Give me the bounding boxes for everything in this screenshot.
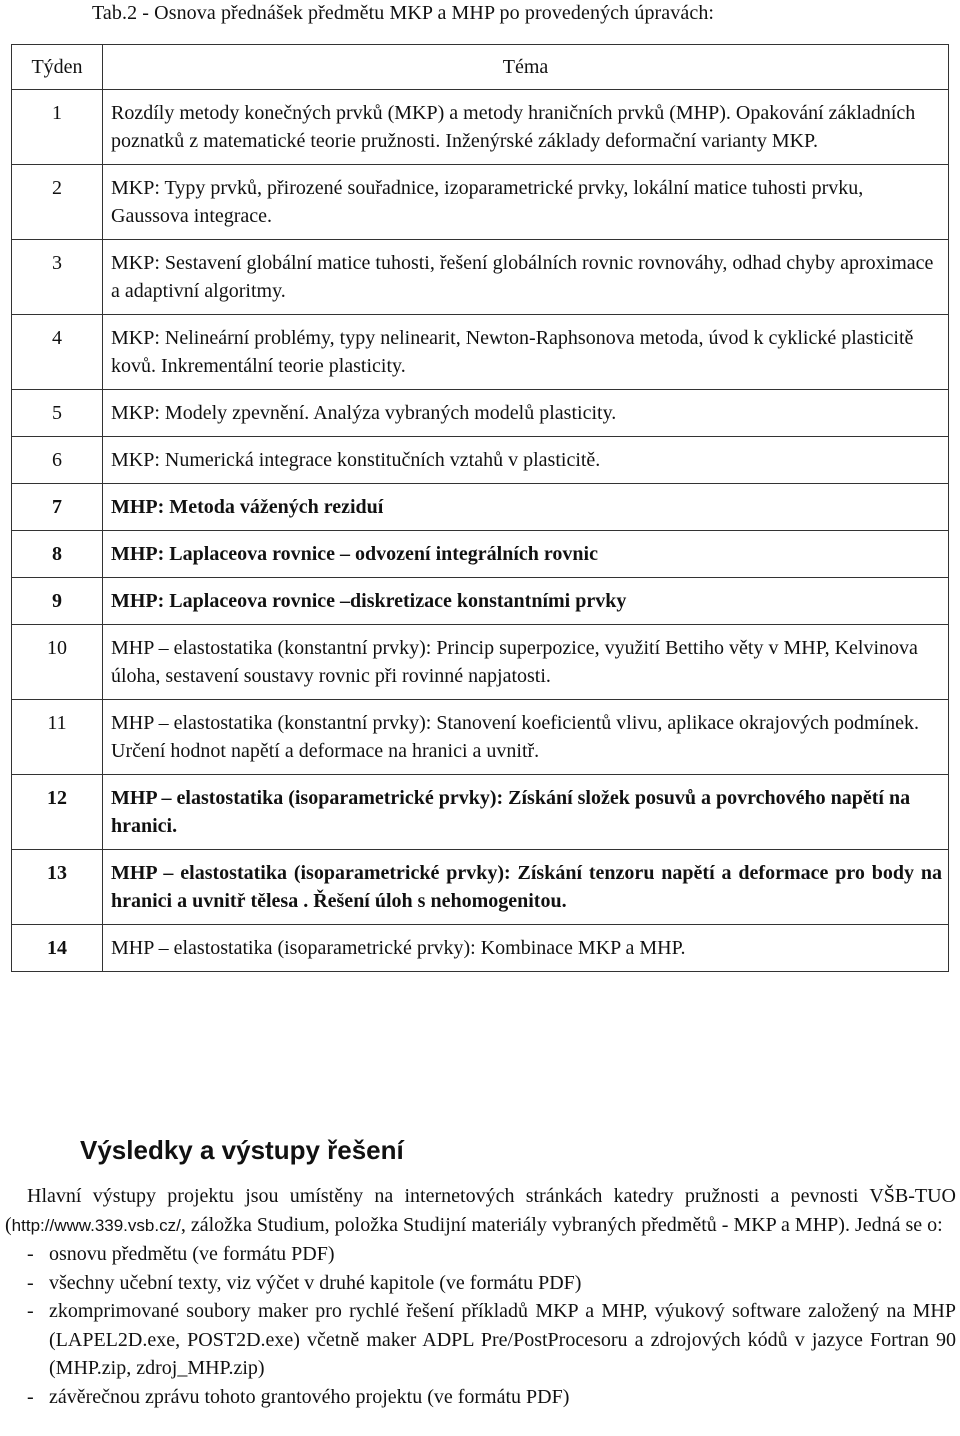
- week-number: 8: [12, 531, 103, 578]
- table-header-row: [12, 45, 949, 90]
- week-number: 14: [12, 925, 103, 972]
- table-row: [12, 90, 949, 165]
- table-row: [12, 390, 949, 437]
- section-title: Výsledky a výstupy řešení: [80, 1135, 404, 1165]
- list-item-text: zkomprimované soubory maker pro rychlé řešení příkladů MKP a MHP, výukový software založený na MHP (LAPEL2D.exe, POST2D.exe) včetně maker ADPL Pre/PostProcesoru a zdrojových kódů v jazyce Fortran 90 (MHP.zip, zdroj_MHP.zip): [49, 1300, 956, 1379]
- list-item: - všechny učební texty, viz výčet v druhé kapitole (ve formátu PDF): [27, 1271, 582, 1294]
- table-row: [12, 775, 949, 850]
- list-item-text: osnovu předmětu (ve formátu PDF): [49, 1243, 335, 1265]
- list-item-text: závěrečnou zprávu tohoto grantového projektu (ve formátu PDF): [49, 1385, 570, 1408]
- intro-text-continued: , záložka Studium, položka Studijní materiály vybraných předmětů - MKP a MHP). Jedná se o:: [180, 1213, 943, 1236]
- table-row: [12, 700, 949, 775]
- week-number: 13: [12, 850, 103, 925]
- results-section: [5, 1182, 956, 1411]
- week-topic: MHP: Metoda vážených reziduí: [103, 484, 949, 531]
- table-row: [12, 578, 949, 625]
- week-topic: MHP – elastostatika (isoparametrické prvky): Kombinace MKP a MHP.: [103, 925, 949, 972]
- intro-paragraph: [5, 1182, 956, 1240]
- week-topic: MKP: Nelineární problémy, typy nelinearit, Newton-Raphsonova metoda, úvod k cyklické plasticitě kovů. Inkrementální teorie plasticity.: [103, 315, 949, 390]
- week-number: 9: [12, 578, 103, 625]
- week-number: 3: [12, 240, 103, 315]
- week-topic: MKP: Typy prvků, přirozené souřadnice, izoparametrické prvky, lokální matice tuhosti prvku, Gaussova integrace.: [103, 165, 949, 240]
- table-row: [12, 625, 949, 700]
- week-number: 12: [12, 775, 103, 850]
- list-item: - osnovu předmětu (ve formátu PDF): [27, 1243, 335, 1265]
- list-item: - závěrečnou zprávu tohoto grantového projektu (ve formátu PDF): [27, 1385, 570, 1408]
- week-number: 6: [12, 437, 103, 484]
- week-number: 10: [12, 625, 103, 700]
- table-caption: Tab.2 - Osnova přednášek předmětu MKP a MHP po provedených úpravách:: [92, 2, 715, 24]
- table-row: [12, 484, 949, 531]
- week-topic: Rozdíly metody konečných prvků (MKP) a metody hraničních prvků (MHP). Opakování základních poznatků z matematické teorie pružnosti. Inženýrské základy deformační varianty MKP.: [103, 90, 949, 165]
- week-topic: MKP: Modely zpevnění. Analýza vybraných modelů plasticity.: [103, 390, 949, 437]
- table-row: [12, 850, 949, 925]
- table-row: [12, 315, 949, 390]
- week-topic: MKP: Sestavení globální matice tuhosti, řešení globálních rovnic rovnováhy, odhad chyby aproximace a adaptivní algoritmy.: [103, 240, 949, 315]
- table-row: [12, 531, 949, 578]
- outputs-list: [5, 1240, 956, 1411]
- week-number: 11: [12, 700, 103, 775]
- week-number: 2: [12, 165, 103, 240]
- week-topic: MHP – elastostatika (konstantní prvky): Stanovení koeficientů vlivu, aplikace okrajových podmínek. Určení hodnot napětí a deformace na hranici a uvnitř.: [103, 700, 949, 775]
- list-item-text: všechny učební texty, viz výčet v druhé kapitole (ve formátu PDF): [49, 1271, 582, 1294]
- list-item: - zkomprimované soubory maker pro rychlé řešení příkladů MKP a MHP, výukový software založený na MHP (LAPEL2D.exe, POST2D.exe) včetně maker ADPL Pre/PostProcesoru a zdrojových kódů v jazyce Fortran 90 (MHP.zip, zdroj_MHP.zip): [27, 1300, 956, 1379]
- week-topic: MHP – elastostatika (konstantní prvky): Princip superpozice, využití Bettiho věty v MHP, Kelvinova úloha, sestavení soustavy rovnic při rovinné napjatosti.: [103, 625, 949, 700]
- website-link[interactable]: http://www.339.vsb.cz/: [11, 1215, 181, 1235]
- week-number: 5: [12, 390, 103, 437]
- week-number: 7: [12, 484, 103, 531]
- week-topic: MHP – elastostatika (isoparametrické prvky): Získání složek posuvů a povrchového napětí na hranici.: [103, 775, 949, 850]
- column-header-week: Týden: [12, 45, 103, 90]
- table-row: [12, 437, 949, 484]
- week-number: 1: [12, 90, 103, 165]
- week-number: 4: [12, 315, 103, 390]
- table-row: [12, 165, 949, 240]
- intro-text: Hlavní výstupy projektu jsou umístěny na internetových stránkách katedry pružnosti a pevnosti VŠB-TUO (: [5, 1185, 956, 1236]
- column-header-topic: Téma: [103, 45, 949, 90]
- week-topic: MKP: Numerická integrace konstitučních vztahů v plasticitě.: [103, 437, 949, 484]
- week-topic: MHP – elastostatika (isoparametrické prvky): Získání tenzoru napětí a deformace pro body na hranici a uvnitř tělesa . Řešení úloh s nehomogenitou.: [103, 850, 949, 925]
- week-topic: MHP: Laplaceova rovnice –diskretizace konstantními prvky: [103, 578, 949, 625]
- week-topic: MHP: Laplaceova rovnice – odvození integrálních rovnic: [103, 531, 949, 578]
- syllabus-table: [11, 44, 949, 972]
- table-row: [12, 925, 949, 972]
- table-row: [12, 240, 949, 315]
